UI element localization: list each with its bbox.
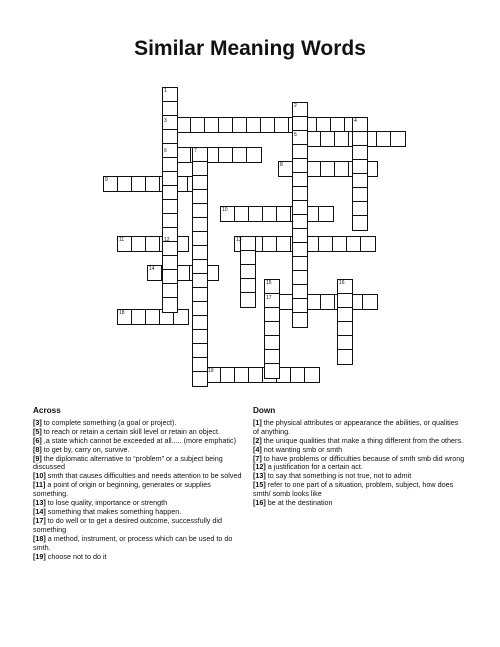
- clue-number: [12]: [253, 462, 266, 472]
- clue-number: [15]: [253, 480, 266, 490]
- crossword-cell[interactable]: [240, 292, 256, 308]
- crossword-cell[interactable]: [337, 349, 353, 365]
- clue-number: [10]: [33, 471, 46, 481]
- clue-number: [11]: [33, 480, 46, 490]
- cell-number: 5: [294, 132, 297, 138]
- cell-number: 13: [236, 237, 242, 243]
- cell-number: 17: [266, 295, 272, 301]
- down-clue: [253, 499, 465, 508]
- cell-number: 12: [164, 237, 170, 243]
- crossword-cell[interactable]: [162, 297, 178, 313]
- clue-text: a method, instrument, or process which can be used to do smth.: [33, 533, 233, 552]
- cell-number: 14: [149, 266, 155, 272]
- crossword-cell[interactable]: [352, 215, 368, 231]
- clue-number: [4]: [253, 444, 262, 454]
- clue-number: [6]: [33, 435, 42, 445]
- clue-text: to complete something (a goal or project).: [41, 417, 177, 427]
- clue-number: [3]: [33, 417, 42, 427]
- cell-number: 11: [119, 237, 125, 243]
- clue-text: the physical attributes or appearance the abilities, or qualities of anything.: [253, 417, 459, 436]
- across-clue: [33, 481, 243, 499]
- clue-number: [1]: [253, 417, 262, 427]
- cell-number: 8: [280, 162, 283, 168]
- clue-text: choose not to do it: [45, 551, 107, 561]
- down-clue: [253, 481, 465, 499]
- cell-number: 15: [266, 280, 272, 286]
- clue-text: a justification for a certain act.: [265, 462, 363, 472]
- clue-text: to have problems or difficulties because of smth smb did wrong: [261, 453, 465, 463]
- clue-number: [19]: [33, 551, 46, 561]
- cell-number: 16: [339, 280, 345, 286]
- down-clue: [253, 419, 465, 437]
- crossword-cell[interactable]: [362, 294, 378, 310]
- clue-number: [5]: [33, 426, 42, 436]
- cell-number: 18: [119, 310, 125, 316]
- clue-text: to lose quality, importance or strength: [45, 498, 168, 508]
- clue-text: the diplomatic alternative to “problem” or a subject being discussed: [33, 453, 223, 472]
- cell-number: 1: [164, 88, 167, 94]
- clue-text: the unique qualities that make a thing different from the others.: [261, 435, 464, 445]
- clue-number: [16]: [253, 498, 266, 508]
- clue-number: [7]: [253, 453, 262, 463]
- clue-text: a point of origin or beginning, generates or supplies something.: [33, 480, 211, 499]
- cell-number: 6: [164, 148, 167, 154]
- clue-text: to reach or retain a certain skill level or retain an object.: [41, 426, 220, 436]
- across-clue-list: [33, 419, 243, 562]
- clue-text: to do well or to get a desired outcome, successfully did something: [33, 515, 222, 534]
- clue-number: [8]: [33, 444, 42, 454]
- cell-number: 10: [222, 207, 228, 213]
- page-title: Similar Meaning Words: [134, 37, 366, 60]
- clue-number: [13]: [33, 498, 46, 508]
- across-clue: [33, 517, 243, 535]
- crossword-cell[interactable]: [246, 147, 262, 163]
- across-clue: [33, 535, 243, 553]
- cell-number: 9: [105, 177, 108, 183]
- clue-number: [14]: [33, 506, 46, 516]
- crossword-cell[interactable]: [390, 131, 406, 147]
- cell-number: 4: [354, 118, 357, 124]
- clue-text: to say that something is not true, not to admit: [265, 471, 412, 481]
- clue-number: [2]: [253, 435, 262, 445]
- crossword-cell[interactable]: [304, 367, 320, 383]
- across-clues: [33, 407, 243, 561]
- clue-text: to get by, carry on, survive.: [41, 444, 130, 454]
- down-clue-list: [253, 419, 465, 508]
- clue-text: refer to one part of a situation, problem, subject, how does smth/ somb looks like: [253, 480, 454, 499]
- clue-number: [9]: [33, 453, 42, 463]
- clue-text: be at the destination: [265, 498, 333, 508]
- down-heading: Down: [253, 406, 276, 415]
- clue-number: [13]: [253, 471, 266, 481]
- crossword-cell[interactable]: [318, 206, 334, 222]
- clue-text: smth that causes difficulties and needs attention to be solved: [45, 471, 242, 481]
- cell-number: 3: [164, 118, 167, 124]
- clue-text: not wanting smb or smth: [261, 444, 343, 454]
- clue-number: [17]: [33, 515, 46, 525]
- clue-text: something that makes something happen.: [45, 506, 182, 516]
- crossword-cell[interactable]: [264, 363, 280, 379]
- crossword-cell[interactable]: [292, 312, 308, 328]
- across-clue: [33, 553, 243, 562]
- crossword-cell[interactable]: [360, 236, 376, 252]
- clue-text: ,a state which cannot be exceeded at all..... (more emphatic): [41, 435, 236, 445]
- across-heading: Across: [33, 406, 61, 415]
- down-clues: [253, 407, 465, 508]
- across-clue: [33, 455, 243, 473]
- clue-number: [18]: [33, 533, 46, 543]
- crossword-cell[interactable]: [192, 371, 208, 387]
- cell-number: 2: [294, 103, 297, 109]
- cell-number: 7: [194, 148, 197, 154]
- cell-number: 19: [208, 368, 214, 374]
